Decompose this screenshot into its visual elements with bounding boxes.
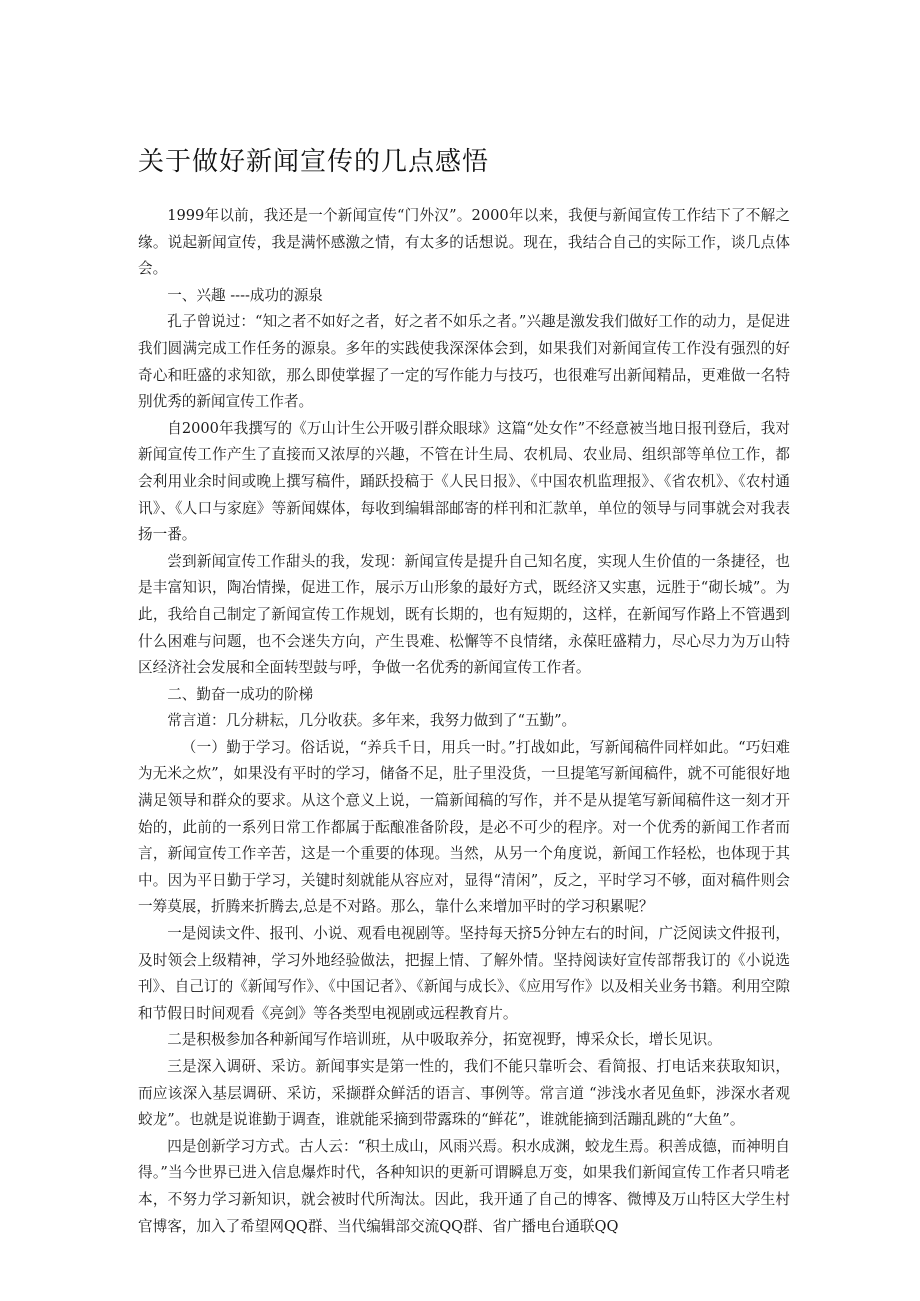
document-page (138, 145, 790, 1240)
paragraph: 尝到新闻宣传工作甜头的我，发现：新闻宣传是提升自己知名度，实现人生价值的一条捷径，也是丰富知识，陶冶情操，促进工作，展示万山形象的最好方式，既经济又实惠，远胜于“砌长城”。为此，我给自己制定了新闻宣传工作规划，既有长期的，也有短期的，这样，在新闻写作路上不管遇到什么困难与问题，也不会迷失方向，产生畏难、松懈等不良情绪，永葆旺盛精力，尽心尽力为万山特区经济社会发展和全面转型鼓与呼，争做一名优秀的新闻宣传工作者。 (138, 552, 790, 677)
paragraph: 常言道：几分耕耘，几分收获。多年来，我努力做到了“五勤”。 (167, 712, 577, 730)
section-heading-1: 一、兴趣 ----成功的源泉 (167, 286, 323, 304)
paragraph-intro: 1999年以前，我还是一个新闻宣传“门外汉”。2000年以来，我便与新闻宣传工作结下了不解之缘。说起新闻宣传，我是满怀感激之情，有太多的话想说。现在，我结合自己的实际工作，谈几点体会。 (138, 207, 790, 278)
paragraph: 自2000年我撰写的《万山计生公开吸引群众眼球》这篇“处女作”不经意被当地日报刊登后，我对新闻宣传工作产生了直接而又浓厚的兴趣，不管在计生局、农机局、农业局、组织部等单位工作，都会利用业余时间或晚上撰写稿件，踊跃投稿于《人民日报》、《中国农机监理报》、《省农机》、《农村通讯》、《人口与家庭》等新闻媒体，每收到编辑部邮寄的样刊和汇款单，单位的领导与同事就会对我表扬一番。 (138, 419, 790, 544)
paragraph: 一是阅读文件、报刊、小说、观看电视剧等。坚持每天挤5分钟左右的时间，广泛阅读文件报刊，及时领会上级精神，学习外地经验做法，把握上情、了解外情。坚持阅读好宣传部帮我订的《小说选刊》、自己订的《新闻写作》、《中国记者》、《新闻与成长》、《应用写作》以及相关业务书籍。利用空隙和节假日时间观看《亮剑》等各类型电视剧或远程教育片。 (138, 925, 790, 1022)
section-heading-2: 二、勤奋一成功的阶梯 (167, 685, 314, 703)
paragraph: 孔子曾说过：“知之者不如好之者，好之者不如乐之者。”兴趣是激发我们做好工作的动力，是促进我们圆满完成工作任务的源泉。多年的实践使我深深体会到，如果我们对新闻宣传工作没有强烈的好奇心和旺盛的求知欲，那么即使掌握了一定的写作能力与技巧，也很难写出新闻精品，更难做一名特别优秀的新闻宣传工作者。 (138, 313, 790, 411)
paragraph: 三是深入调研、采访。新闻事实是第一性的，我们不能只靠听会、看简报、打电话来获取知识，而应该深入基层调研、采访，采撷群众鲜活的语言、事例等。常言道 “涉浅水者见鱼虾，涉深水者观蛟龙”。也就是说谁勤于调查，谁就能采摘到带露珠的“鲜花”，谁就能摘到活蹦乱跳的“大鱼”。 (138, 1058, 790, 1129)
document-title: 关于做好新闻宣传的几点感悟 (138, 147, 490, 177)
document-body (138, 203, 790, 1240)
paragraph: 四是创新学习方式。古人云：“积土成山，风雨兴焉。积水成渊，蛟龙生焉。积善成德，而神明自得。”当今世界已进入信息爆炸时代，各种知识的更新可谓瞬息万变，如果我们新闻宣传工作者只啃老本，不努力学习新知识，就会被时代所淘汰。因此，我开通了自己的博客、微博及万山特区大学生村官博客，加入了希望网QQ群、当代编辑部交流QQ群、省广播电台通联QQ (138, 1137, 790, 1235)
subsection-study: （一）勤于学习。俗话说，“养兵千日，用兵一时。”打战如此，写新闻稿件同样如此。“巧妇难为无米之炊”，如果没有平时的学习，储备不足，肚子里没货，一旦提笔写新闻稿件，就不可能很好地满足领导和群众的要求。从这个意义上说，一篇新闻稿的写作，并不是从提笔写新闻稿件这一刻才开始的，此前的一系列日常工作都属于酝酿准备阶段，是必不可少的程序。对一个优秀的新闻工作者而言，新闻宣传工作辛苦，这是一个重要的体现。当然，从另一个角度说，新闻工作轻松，也体现于其中。因为平日勤于学习，关键时刻就能从容应对，显得“清闲”，反之，平时学习不够，面对稿件则会一筹莫展，折腾来折腾去,总是不对路。那么，靠什么来增加平时的学习积累呢？ (138, 738, 790, 916)
paragraph: 二是积极参加各种新闻写作培训班，从中吸取养分，拓宽视野，博采众长，增长见识。 (167, 1031, 722, 1049)
